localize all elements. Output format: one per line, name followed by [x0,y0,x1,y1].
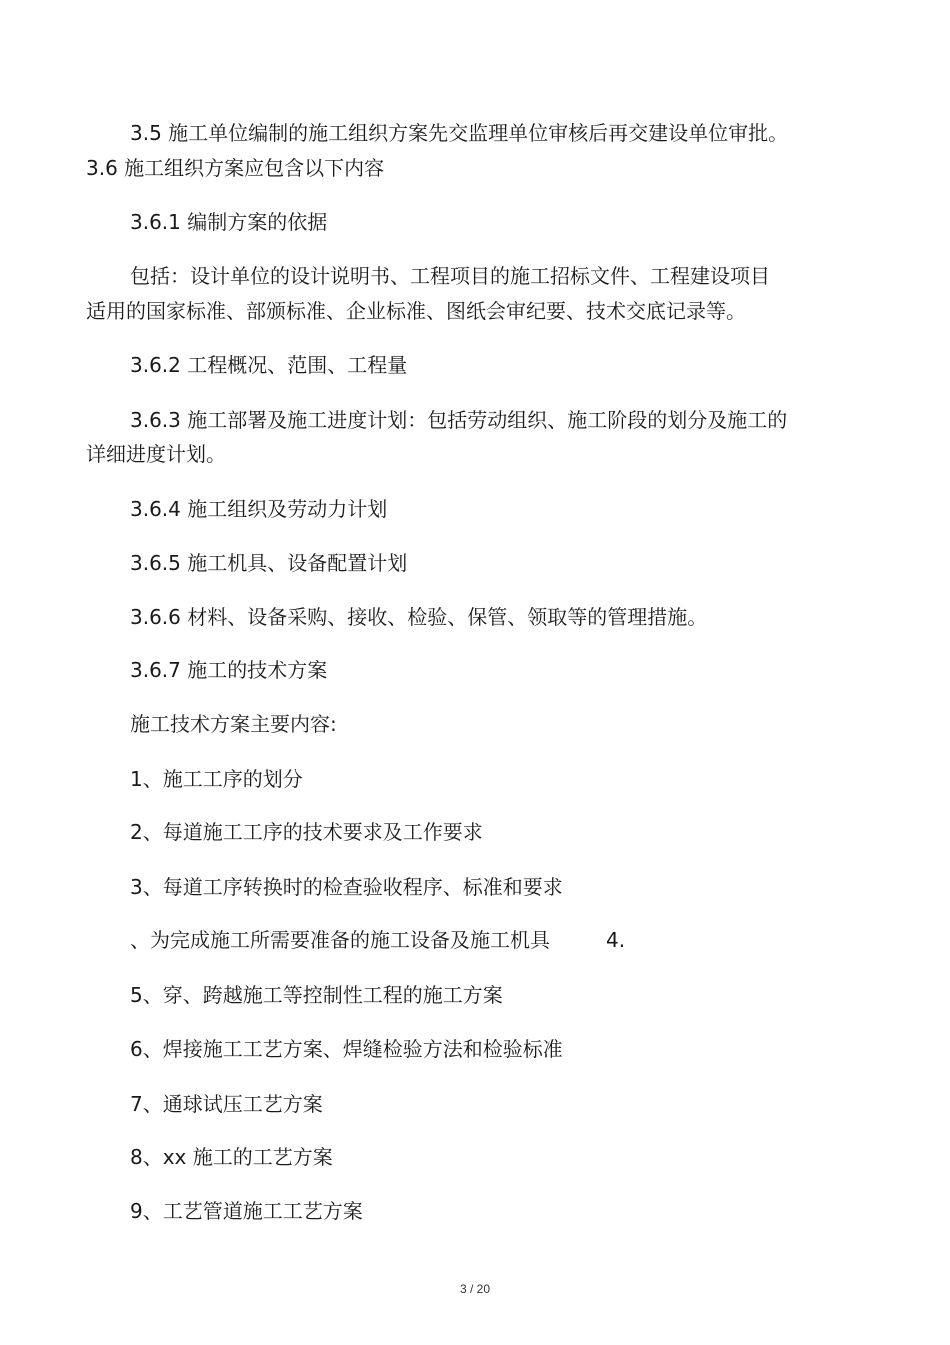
list-item-2: 2、每道施工工序的技术要求及工作要求 [130,820,483,844]
list-item-6: 6、焊接施工工艺方案、焊缝检验方法和检验标准 [130,1037,563,1061]
tech-plan-intro: 施工技术方案主要内容: [130,712,337,736]
paragraph-3-5: 3.5 施工单位编制的施工组织方案先交监理单位审核后再交建设单位审批。 [130,121,789,145]
heading-3-6-2: 3.6.2 工程概况、范围、工程量 [130,353,408,377]
heading-3-6-4: 3.6.4 施工组织及劳动力计划 [130,497,388,521]
heading-3-6-6: 3.6.6 材料、设备采购、接收、检验、保管、领取等的管理措施。 [130,605,708,629]
paragraph-basis-line1: 包括：设计单位的设计说明书、工程项目的施工招标文件、工程建设项目 [130,264,770,288]
heading-3-6-7: 3.6.7 施工的技术方案 [130,658,328,682]
list-item-5: 5、穿、跨越施工等控制性工程的施工方案 [130,983,503,1007]
list-item-9: 9、工艺管道施工工艺方案 [130,1199,363,1223]
paragraph-basis-line2: 适用的国家标准、部颁标准、企业标准、图纸会审纪要、技术交底记录等。 [86,299,746,323]
paragraph-3-6: 3.6 施工组织方案应包含以下内容 [86,156,385,180]
heading-3-6-1: 3.6.1 编制方案的依据 [130,210,328,234]
list-item-1: 1、施工工序的划分 [130,767,303,791]
list-item-4-number: 4. [606,928,626,952]
heading-3-6-5: 3.6.5 施工机具、设备配置计划 [130,551,408,575]
list-item-8: 8、xx 施工的工艺方案 [130,1145,333,1169]
paragraph-3-6-3-line1: 3.6.3 施工部署及施工进度计划：包括劳动组织、施工阶段的划分及施工的 [130,408,788,432]
page-number: 3 / 20 [459,1282,491,1296]
list-item-7: 7、通球试压工艺方案 [130,1092,323,1116]
list-item-3: 3、每道工序转换时的检查验收程序、标准和要求 [130,875,563,899]
paragraph-3-6-3-line2: 详细进度计划。 [86,442,226,466]
list-item-4-text: 、为完成施工所需要准备的施工设备及施工机具 [130,928,550,952]
